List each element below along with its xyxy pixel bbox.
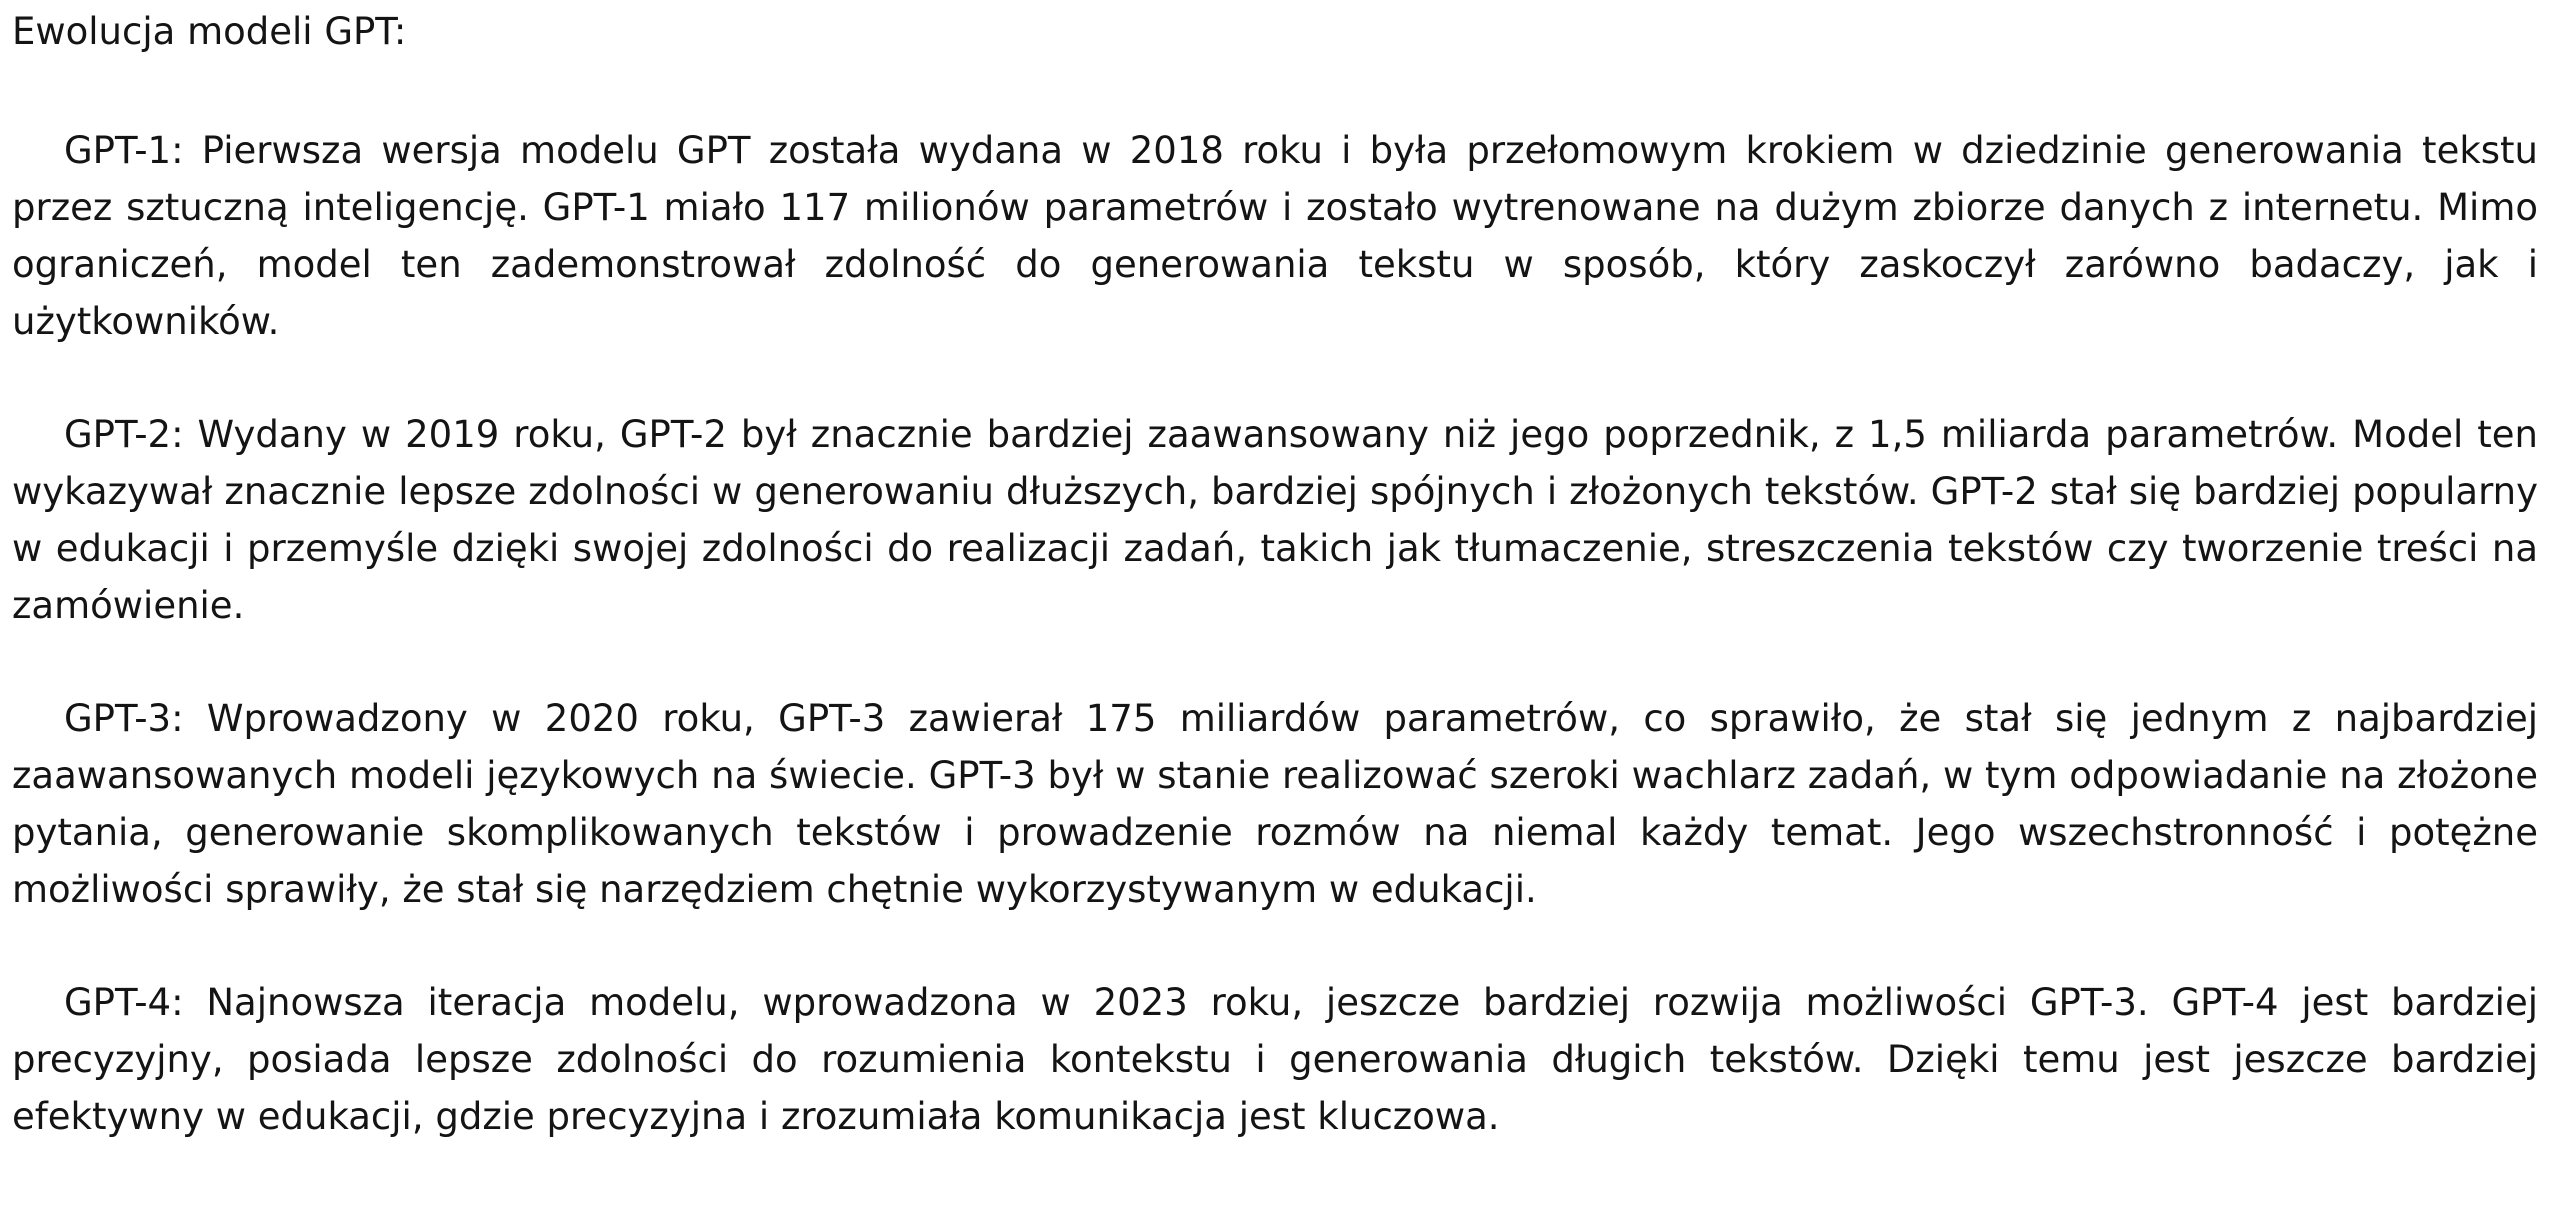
paragraph-gpt-2: GPT-2: Wydany w 2019 roku, GPT-2 był znacznie bardziej zaawansowany niż jego poprzednik, z 1,5 miliarda parametrów. Model ten wykazywał znacznie lepsze zdolności w generowaniu dłuższych, bardziej spójnych i złożonych tekstów. GPT-2 stał się bardziej popularny w edukacji i przemyśle dzięki swojej zdolności do realizacji zadań, takich jak tłumaczenie, streszczenia tekstów czy tworzenie treści na zamówienie. bbox=[12, 413, 2538, 627]
document-heading: Ewolucja modeli GPT: bbox=[12, 10, 407, 53]
document-page bbox=[12, 0, 2538, 1201]
paragraph-gpt-4: GPT-4: Najnowsza iteracja modelu, wprowadzona w 2023 roku, jeszcze bardziej rozwija możliwości GPT-3. GPT-4 jest bardziej precyzyjny, posiada lepsze zdolności do rozumienia kontekstu i generowania długich tekstów. Dzięki temu jest jeszcze bardziej efektywny w edukacji, gdzie precyzyjna i zrozumiała komunikacja jest kluczowa. bbox=[12, 981, 2538, 1138]
paragraph-gpt-3: GPT-3: Wprowadzony w 2020 roku, GPT-3 zawierał 175 miliardów parametrów, co sprawiło, że stał się jednym z najbardziej zaawansowanych modeli językowych na świecie. GPT-3 był w stanie realizować szeroki wachlarz zadań, w tym odpowiadanie na złożone pytania, generowanie skomplikowanych tekstów i prowadzenie rozmów na niemal każdy temat. Jego wszechstronność i potężne możliwości sprawiły, że stał się narzędziem chętnie wykorzystywanym w edukacji. bbox=[12, 697, 2538, 911]
paragraph-gpt-1: GPT-1: Pierwsza wersja modelu GPT została wydana w 2018 roku i była przełomowym krokiem w dziedzinie generowania tekstu przez sztuczną inteligencję. GPT-1 miało 117 milionów parametrów i zostało wytrenowane na dużym zbiorze danych z internetu. Mimo ograniczeń, model ten zademonstrował zdolność do generowania tekstu w sposób, który zaskoczył zarówno badaczy, jak i użytkowników. bbox=[12, 129, 2538, 343]
